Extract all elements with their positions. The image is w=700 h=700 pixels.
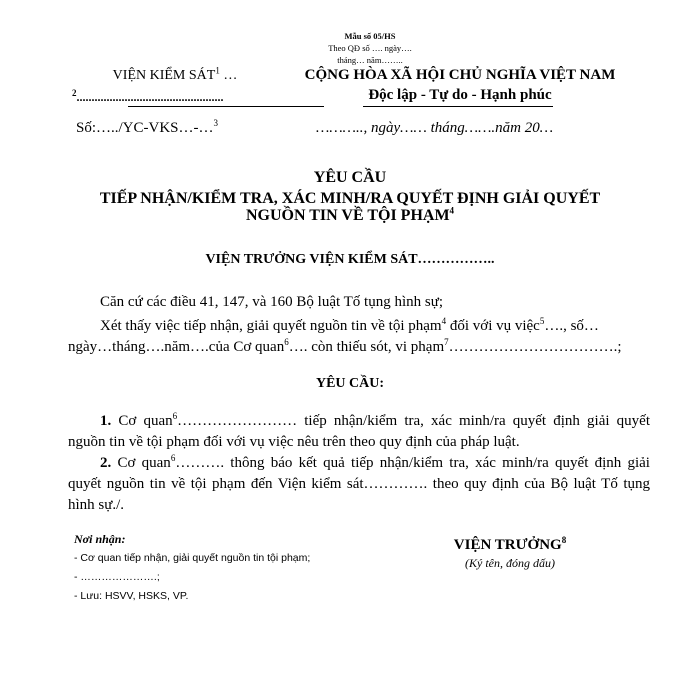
item-text: …………………… tiếp nhận/kiểm tra, xác minh/ra quyết định giải quyết nguồn tin về tội phạm đối với vụ việc nêu trên theo quy định của pháp luật. bbox=[68, 413, 650, 450]
item-text: ………. thông báo kết quả tiếp nhận/kiểm tra, xác minh/ra quyết định giải quyết nguồn tin về tội phạm đến Viện kiểm sát…………. theo quy định của Bộ luật Tố tụng hình sự./. bbox=[68, 455, 650, 513]
consideration-paragraph bbox=[68, 316, 650, 358]
consider-text: đối với vụ việc bbox=[446, 318, 540, 334]
recipient-item: - ………………….; bbox=[74, 571, 160, 583]
footnote-ref: 4 bbox=[441, 316, 447, 326]
document-number bbox=[76, 120, 218, 137]
footnote-ref: 4 bbox=[449, 205, 455, 216]
agency-subunit-dots: ................................................. bbox=[76, 90, 224, 104]
footnote-ref: 6 bbox=[172, 411, 178, 421]
recipients-title: Nơi nhận: bbox=[74, 532, 126, 546]
request-item bbox=[68, 411, 650, 453]
agency-underline bbox=[128, 106, 324, 107]
motto-underline bbox=[363, 106, 553, 107]
footnote-ref: 1 bbox=[215, 65, 220, 76]
form-decision-ref: Theo QĐ số …. ngày…. bbox=[328, 43, 412, 53]
agency-name bbox=[75, 65, 275, 84]
subtitle-text: NGUỒN TIN VỀ TỘI PHẠM bbox=[245, 207, 450, 224]
consider-text: ngày…tháng….năm….của Cơ quan bbox=[68, 339, 285, 355]
footnote-ref: 6 bbox=[170, 453, 176, 463]
recipients-block bbox=[74, 530, 310, 606]
form-reference bbox=[300, 30, 440, 66]
recipient-item: - Cơ quan tiếp nhận, giải quyết nguồn tin tội phạm; bbox=[74, 552, 311, 564]
consider-line2 bbox=[68, 337, 650, 358]
item-number: 2. bbox=[100, 455, 112, 471]
issuer-heading: VIỆN TRƯỞNG VIỆN KIỂM SÁT…………….. bbox=[205, 252, 495, 267]
footnote-ref: 2 bbox=[72, 88, 77, 98]
document-subtitle-line2 bbox=[40, 207, 660, 225]
place-date: ……….., ngày…… tháng…….năm 20… bbox=[316, 120, 554, 136]
footnote-ref: 8 bbox=[561, 535, 567, 545]
national-motto: Độc lập - Tự do - Hạnh phúc bbox=[368, 87, 552, 103]
item-number: 1. bbox=[100, 413, 112, 429]
form-number: Mẫu số 05/HS bbox=[344, 31, 396, 41]
footnote-ref: 5 bbox=[539, 316, 545, 326]
consider-text: …. còn thiếu sót, vi phạm bbox=[288, 339, 445, 355]
agency-subunit bbox=[72, 90, 224, 105]
footnote-ref: 3 bbox=[213, 118, 219, 128]
form-decision-date: tháng… năm…….. bbox=[337, 55, 403, 65]
signature-title bbox=[410, 537, 610, 554]
document-number-text: Số:…../YC-VKS…-… bbox=[76, 120, 214, 136]
recipient-item: - Lưu: HSVV, HSKS, VP. bbox=[74, 590, 189, 602]
item-text: Cơ quan bbox=[111, 455, 171, 471]
footnote-ref: 6 bbox=[284, 337, 289, 347]
national-title: CỘNG HÒA XÃ HỘI CHỦ NGHĨA VIỆT NAM bbox=[304, 67, 616, 83]
agency-label: VIỆN KIỂM SÁT bbox=[112, 68, 216, 83]
document-title: YÊU CẦU bbox=[313, 169, 387, 186]
signature-title-text: VIỆN TRƯỞNG bbox=[453, 537, 562, 553]
request-item bbox=[68, 453, 650, 516]
agency-tail: … bbox=[219, 68, 238, 83]
item-text: Cơ quan bbox=[111, 413, 173, 429]
consider-text: Xét thấy việc tiếp nhận, giải quyết nguồn tin về tội phạm bbox=[100, 318, 442, 334]
consider-text: …………………………….; bbox=[448, 339, 622, 355]
request-heading: YÊU CẦU: bbox=[315, 376, 385, 391]
document-subtitle-line1: TIẾP NHẬN/KIỂM TRA, XÁC MINH/RA QUYẾT ĐỊNH GIẢI QUYẾT bbox=[99, 190, 601, 207]
signature-instruction: (Ký tên, đóng dấu) bbox=[465, 556, 555, 570]
legal-basis: Căn cứ các điều 41, 147, và 160 Bộ luật Tố tụng hình sự; bbox=[100, 294, 444, 310]
consider-text: …., số… bbox=[544, 318, 599, 334]
footnote-ref: 7 bbox=[444, 337, 449, 347]
